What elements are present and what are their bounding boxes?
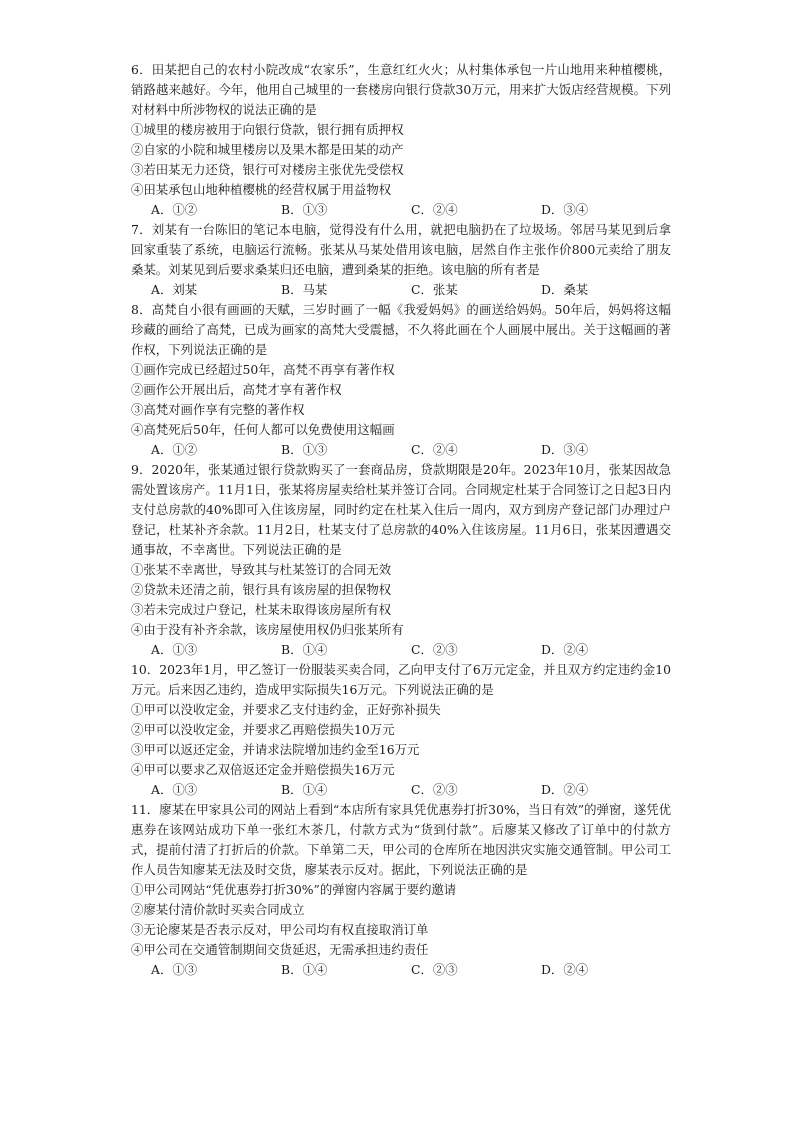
question-stem: 7．刘某有一台陈旧的笔记本电脑，觉得没有什么用，就把电脑扔在了垃圾场。邻居马某见到后拿回家重装了系统，电脑运行流畅。张某从马某处借用该电脑，居然自作主张作价800元卖给了朋友桑某。刘某见到后要求桑某归还电脑，遭到桑某的拒绝。该电脑的所有者是 [131, 222, 671, 277]
statement-item: ②自家的小院和城里楼房以及果木都是田某的动产 [131, 142, 404, 157]
answer-option: B．①③ [281, 442, 328, 457]
answer-option: A．①③ [151, 962, 198, 977]
statement-item: ②贷款未还清之前，银行具有该房屋的担保物权 [131, 582, 392, 597]
question-block [131, 800, 671, 980]
statement-item: ③甲可以返还定金，并请求法院增加违约金至16万元 [131, 742, 420, 757]
question-stem: 11．廖某在甲家具公司的网站上看到“本店所有家具凭优惠券打折30%，当日有效”的弹窗，遂凭优惠券在该网站成功下单一张红木茶几，付款方式为“货到付款”。后廖某又修改了订单中的付款方式，提前付清了打折后的价款。下单第二天，甲公司的仓库所在地因洪灾实施交通管制。甲公司工作人员告知廖某无法及时交货，廖某表示反对。据此，下列说法正确的是 [131, 802, 671, 877]
statement-item: ①城里的楼房被用于向银行贷款，银行拥有质押权 [131, 122, 404, 137]
statement-item: ④由于没有补齐余款，该房屋使用权仍归张某所有 [131, 622, 404, 637]
answer-option: A．①③ [151, 642, 198, 657]
statement-item: ③无论廖某是否表示反对，甲公司均有权直接取消订单 [131, 922, 429, 937]
answer-option: A．①② [151, 202, 198, 217]
statement-item: ③高梵对画作享有完整的著作权 [131, 402, 305, 417]
statement-item: ②甲可以没收定金，并要求乙再赔偿损失10万元 [131, 722, 395, 737]
question-list [131, 60, 671, 980]
answer-option: A．刘某 [151, 282, 198, 297]
answer-option: B．①④ [281, 642, 328, 657]
answer-options [131, 440, 671, 460]
question-block [131, 300, 671, 460]
answer-option: C．张某 [411, 282, 458, 297]
answer-option: C．②③ [411, 962, 458, 977]
question-block [131, 660, 671, 800]
answer-option: B．马某 [281, 282, 328, 297]
answer-option: C．②④ [411, 202, 458, 217]
statement-item: ②廖某付清价款时买卖合同成立 [131, 902, 305, 917]
answer-option: D．②④ [541, 962, 589, 977]
statement-item: ①张某不幸离世，导致其与杜某签订的合同无效 [131, 562, 392, 577]
question-block [131, 220, 671, 300]
question-block [131, 460, 671, 660]
answer-option: C．②③ [411, 782, 458, 797]
statement-item: ④甲公司在交通管制期间交货延迟，无需承担违约责任 [131, 942, 429, 957]
question-stem: 8．高梵自小很有画画的天赋，三岁时画了一幅《我爱妈妈》的画送给妈妈。50年后，妈妈将这幅珍藏的画给了高梵，已成为画家的高梵大受震撼，不久将此画在个人画展中展出。关于这幅画的著作权，下列说法正确的是 [131, 302, 671, 357]
question-block [131, 60, 671, 220]
answer-option: D．②④ [541, 782, 589, 797]
answer-options [131, 960, 671, 980]
answer-option: B．①④ [281, 782, 328, 797]
statement-item: ③若田某无力还贷，银行可对楼房主张优先受偿权 [131, 162, 404, 177]
answer-option: A．①③ [151, 782, 198, 797]
statement-item: ①甲可以没收定金，并要求乙支付违约金，正好弥补损失 [131, 702, 441, 717]
answer-option: D．桑某 [541, 282, 589, 297]
answer-option: B．①③ [281, 202, 328, 217]
answer-options [131, 280, 671, 300]
answer-option: B．①④ [281, 962, 328, 977]
answer-option: D．③④ [541, 202, 589, 217]
statement-item: ②画作公开展出后，高梵才享有著作权 [131, 382, 342, 397]
statement-item: ③若未完成过户登记，杜某未取得该房屋所有权 [131, 602, 392, 617]
answer-option: C．②④ [411, 442, 458, 457]
answer-option: D．②④ [541, 642, 589, 657]
question-stem: 10．2023年1月，甲乙签订一份服装买卖合同，乙向甲支付了6万元定金，并且双方约定违约金10万元。后来因乙违约，造成甲实际损失16万元。下列说法正确的是 [131, 662, 671, 697]
question-stem: 6．田某把自己的农村小院改成“农家乐”，生意红红火火；从村集体承包一片山地用来种植樱桃，销路越来越好。今年，他用自己城里的一套楼房向银行贷款30万元，用来扩大饭店经营规模。下列对材料中所涉物权的说法正确的是 [131, 62, 671, 117]
answer-options [131, 200, 671, 220]
question-stem: 9．2020年，张某通过银行贷款购买了一套商品房，贷款期限是20年。2023年10月，张某因故急需处置该房产。11月1日，张某将房屋卖给杜某并签订合同。合同规定杜某于合同签订之日起3日内支付总房款的40%即可入住该房屋，同时约定在杜某入住后一周内，双方到房产登记部门办理过户登记，杜某补齐余款。11月2日，杜某支付了总房款的40%入住该房屋。11月6日，张某因遭遇交通事故，不幸离世。下列说法正确的是 [131, 462, 671, 557]
answer-options [131, 640, 671, 660]
answer-option: D．③④ [541, 442, 589, 457]
statement-item: ④甲可以要求乙双倍返还定金并赔偿损失16万元 [131, 762, 395, 777]
statement-item: ④高梵死后50年，任何人都可以免费使用这幅画 [131, 422, 395, 437]
statement-item: ①画作完成已经超过50年，高梵不再享有著作权 [131, 362, 395, 377]
answer-option: A．①② [151, 442, 198, 457]
answer-options [131, 780, 671, 800]
statement-item: ①甲公司网站“凭优惠券打折30%”的弹窗内容属于要约邀请 [131, 882, 457, 897]
answer-option: C．②③ [411, 642, 458, 657]
statement-item: ④田某承包山地种植樱桃的经营权属于用益物权 [131, 182, 392, 197]
